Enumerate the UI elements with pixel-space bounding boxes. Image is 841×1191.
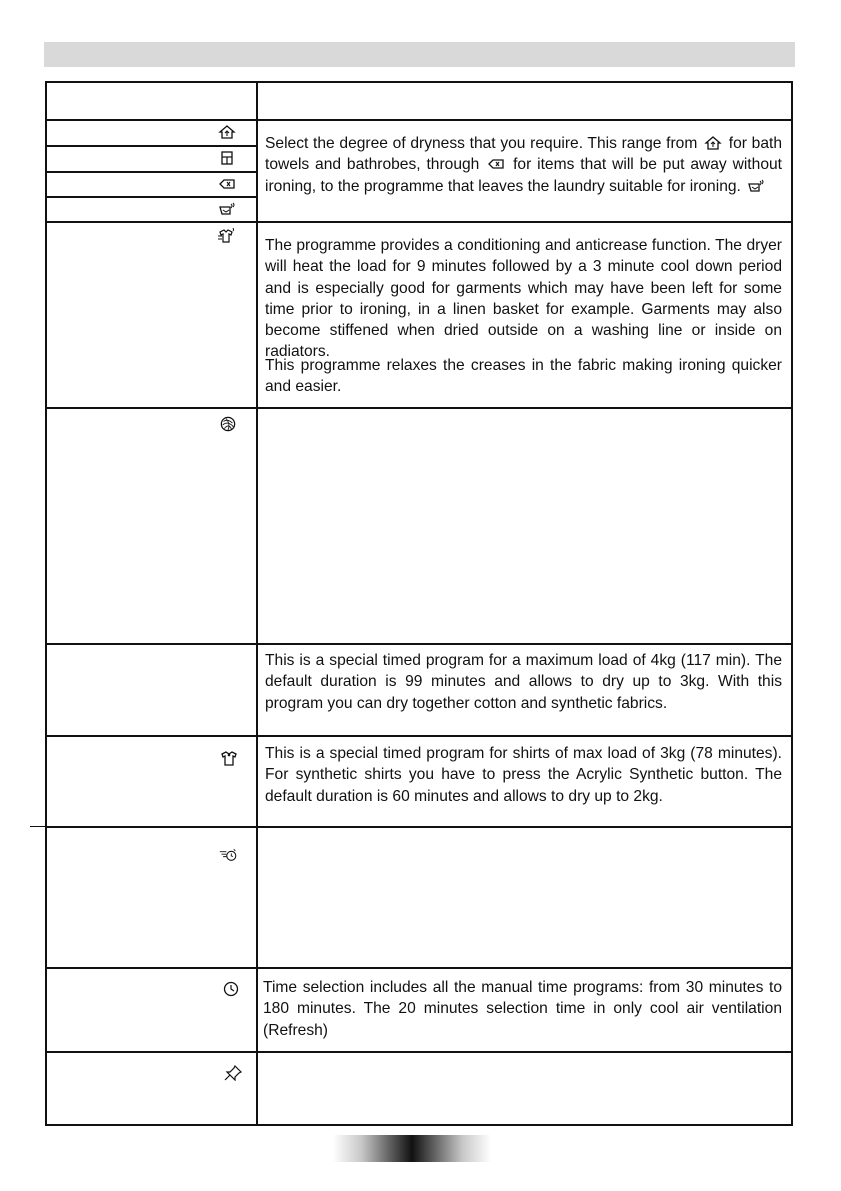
row-divider [45, 735, 793, 737]
row-divider [45, 1051, 793, 1053]
refresh-description-2: This programme relaxes the creases in the fabric making ironing quicker and easier. [265, 357, 782, 396]
time-description: Time selection includes all the manual time programs: from 30 minutes to 180 minutes. The 20 minutes selection time in only cool air ventilation (Refresh) [263, 979, 782, 1039]
row-divider [45, 407, 793, 409]
dryness-text-1: Select the degree of dryness that you require. This range from [265, 135, 698, 152]
refresh-description-1: The programme provides a conditioning and anticrease function. The dryer will heat the load for 9 minutes followed by a 3 minute cool down period and is especially good for garments which may have been left for some time prior to ironing, in a linen basket for example. Garments may also become stiffened when dried outside on a washing line or inside on radiators. [265, 237, 782, 361]
row-divider [45, 171, 256, 173]
row-divider [45, 967, 793, 969]
cupboard-extra-dry-icon [218, 124, 236, 140]
shirts-description: This is a special timed program for shirts of max load of 3kg (78 minutes). For synthetic shirts you have to press the Acrylic Synthetic button. The default duration is 60 minutes and allows to dry up to 2kg. [265, 745, 782, 805]
shirt-steam-icon [217, 227, 235, 243]
page-footer-gradient [333, 1135, 491, 1162]
rapid-clock-icon [219, 847, 237, 863]
clock-icon [222, 981, 240, 997]
row-divider [45, 145, 256, 147]
section-header-bar [44, 42, 795, 67]
mixed-description: This is a special timed program for a maximum load of 4kg (117 min). The default duration is 99 minutes and allows to dry up to 3kg. With this program you can dry together cotton and synthetic fabrics. [265, 652, 782, 712]
column-divider [256, 81, 258, 1126]
cupboard-extra-dry-icon [704, 136, 722, 150]
shirt-icon [220, 750, 238, 766]
row-divider [45, 221, 793, 223]
hanger-dry-icon [218, 176, 236, 192]
row-divider [45, 119, 793, 121]
dryness-text-3: for items that will be put away without ironing, to the programme that leaves the laundry suitable for ironing. [265, 156, 782, 195]
hanger-dry-icon [487, 157, 505, 171]
wool-ball-icon [219, 416, 237, 432]
margin-tick [30, 826, 45, 827]
iron-dry-icon [218, 201, 236, 217]
dryness-text-2: for bath towels and bathrobes, through [265, 135, 783, 174]
iron-dry-icon [747, 179, 765, 193]
pushpin-icon [224, 1065, 242, 1081]
row-divider [45, 196, 256, 198]
dryness-description [265, 133, 782, 197]
row-divider [45, 643, 793, 645]
cupboard-dry-icon [218, 150, 236, 166]
row-divider [45, 826, 793, 828]
